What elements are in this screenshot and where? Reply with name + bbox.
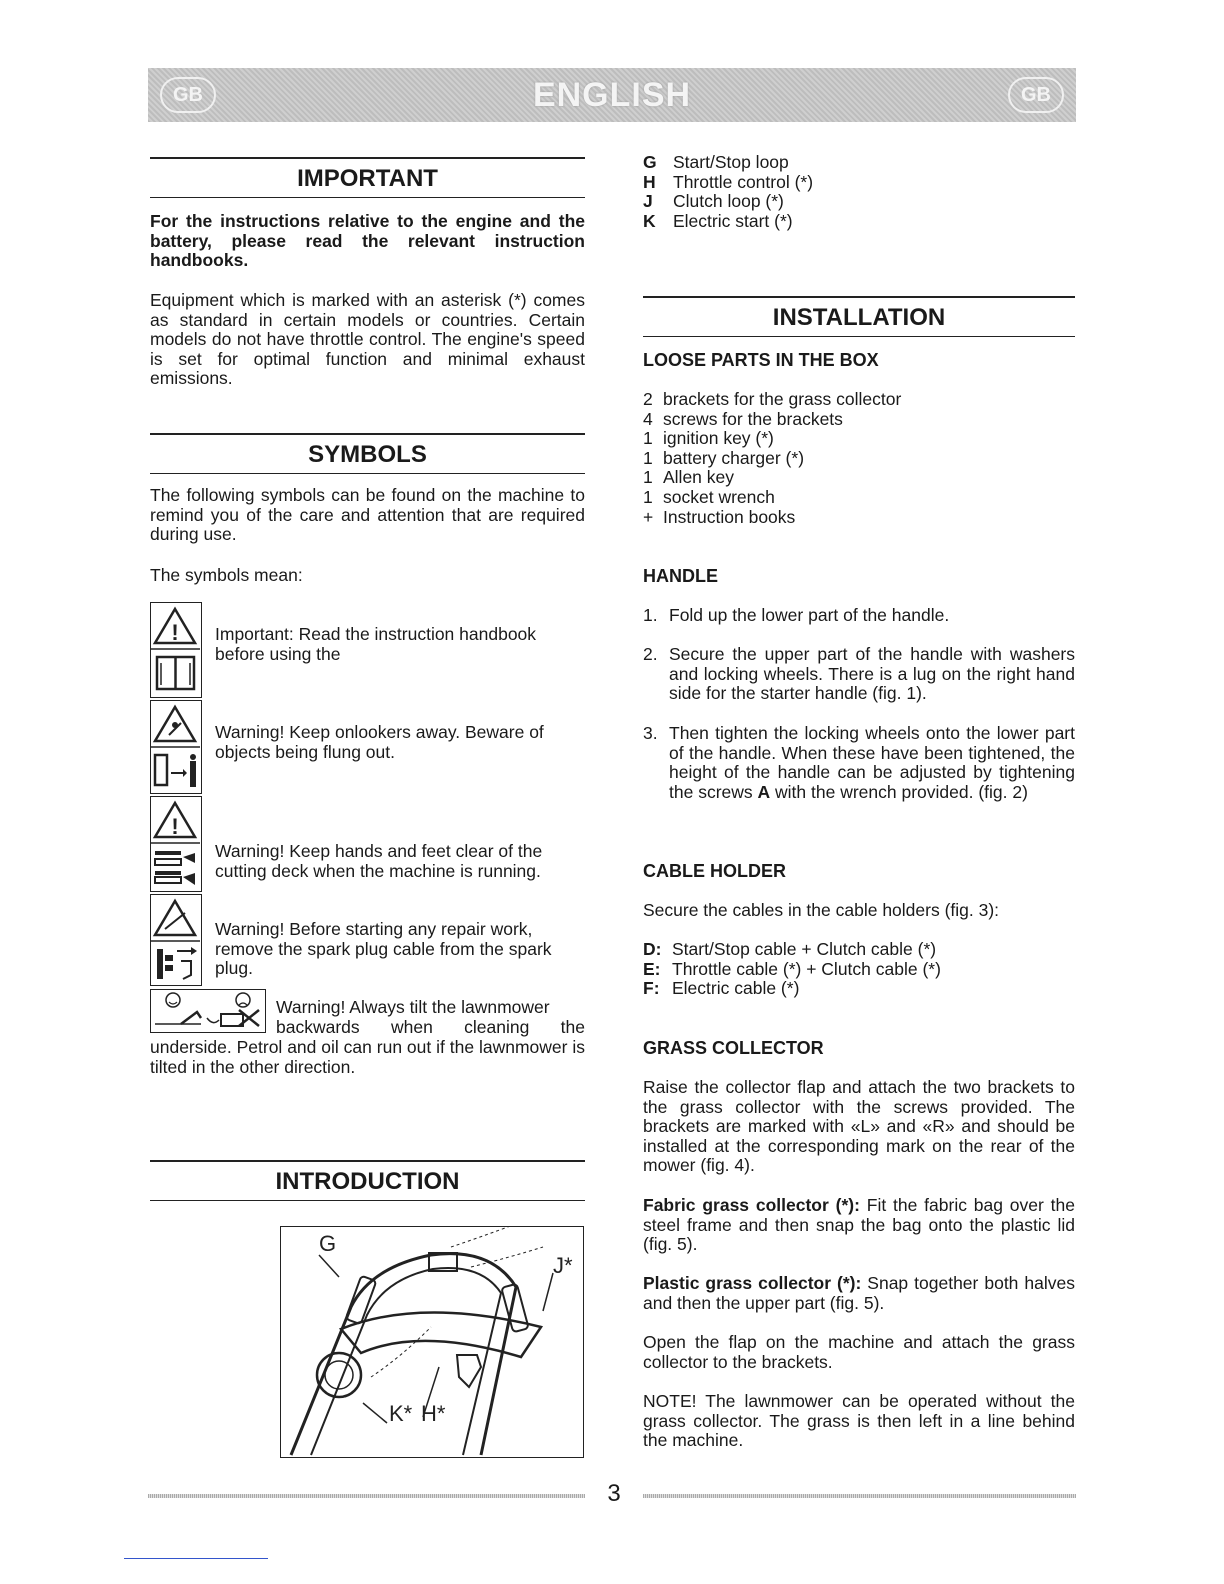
grass-collector-p4: Open the flap on the machine and attach the grass collector to the brackets.	[643, 1332, 1075, 1372]
footer-rule-right	[643, 1494, 1076, 1498]
symbols-intro: The following symbols can be found on the machine to remind you of the care and attention that are required during use.	[150, 485, 585, 545]
symbol-1-text: Important: Read the instruction handbook before using the	[215, 624, 537, 664]
list-item: 2 brackets for the grass collector	[643, 389, 902, 409]
list-item: H Throttle control (*)	[643, 171, 814, 192]
warning-book-icon	[150, 602, 202, 698]
list-item: 4 screws for the brackets	[643, 408, 843, 429]
plastic-collector-paragraph: Plastic grass collector (*): Snap together both halves and then the upper part (fig. 5).	[643, 1273, 1075, 1313]
footnote-link-line	[124, 1558, 268, 1559]
figure-label-k: K*	[389, 1401, 413, 1426]
handle-step-1: 1. Fold up the lower part of the handle.	[643, 605, 950, 625]
page-language-title: ENGLISH	[532, 76, 692, 114]
cable-holder-intro: Secure the cables in the cable holders (fig. 3):	[643, 900, 1000, 920]
fabric-collector-paragraph: Fabric grass collector (*): Fit the fabric bag over the steel frame and then snap the bag onto the plastic lid (fig. 5).	[643, 1195, 1075, 1255]
tilt-lawnmower-icon	[150, 989, 266, 1033]
symbol-3-text: Warning! Keep hands and feet clear of the cutting deck when the machine is running.	[215, 841, 543, 881]
warning-onlookers-icon	[150, 700, 202, 794]
gb-badge-right: GB	[1008, 77, 1064, 113]
important-heading: IMPORTANT	[150, 157, 585, 198]
list-item: 1 ignition key (*)	[643, 428, 774, 449]
figure-label-g: G	[319, 1231, 337, 1256]
list-item: G Start/Stop loop	[643, 152, 789, 172]
loose-parts-list	[643, 390, 1075, 527]
cable-holder-title: CABLE HOLDER	[643, 861, 786, 881]
footer-rule-left	[148, 1494, 585, 1498]
list-item: J Clutch loop (*)	[643, 191, 784, 212]
symbol-4-text: Warning! Before starting any repair work, remove the spark plug cable from the spark plug.	[215, 919, 552, 979]
controls-list	[643, 153, 1075, 231]
list-item: + Instruction books	[643, 506, 796, 527]
loose-parts-title: LOOSE PARTS IN THE BOX	[643, 350, 879, 370]
gb-badge-left: GB	[160, 77, 216, 113]
tilt-rest: underside. Petrol and oil can run out if the lawnmower is tilted in the other direction.	[150, 1037, 585, 1077]
warning-spark-plug-icon	[150, 894, 202, 986]
important-paragraph: Equipment which is marked with an asterisk (*) comes as standard in certain models or countries. Certain models do not have throttle control. The engine's speed is set for optimal function and minimal exhaust emissions.	[150, 290, 585, 389]
list-item: F: Electric cable (*)	[643, 978, 800, 999]
header-banner	[148, 68, 1076, 122]
grass-collector-note: NOTE! The lawnmower can be operated without the grass collector. The grass is then left in a line behind the machine.	[643, 1391, 1075, 1451]
grass-collector-title: GRASS COLLECTOR	[643, 1038, 824, 1058]
symbol-2-text: Warning! Keep onlookers away. Beware of objects being flung out.	[215, 722, 544, 762]
warning-hands-feet-icon	[150, 796, 202, 892]
list-item: 1 battery charger (*)	[643, 447, 805, 468]
symbols-lead: The symbols mean:	[150, 565, 303, 585]
figure-label-j: J*	[553, 1253, 573, 1278]
grass-collector-p1: Raise the collector flap and attach the two brackets to the grass collector with the screws provided. The brackets are marked with «L» and «R» and should be installed at the corresponding mark on the rear of the mower (fig. 4).	[643, 1077, 1075, 1176]
installation-heading: INSTALLATION	[643, 296, 1075, 337]
figure-label-h: H*	[421, 1401, 446, 1426]
list-item: D: Start/Stop cable + Clutch cable (*)	[643, 939, 937, 959]
symbols-heading: SYMBOLS	[150, 433, 585, 474]
important-bold-note: For the instructions relative to the engine and the battery, please read the relevant instruction handbooks.	[150, 211, 585, 271]
cable-list	[643, 940, 1075, 999]
list-item: E: Throttle cable (*) + Clutch cable (*)	[643, 958, 941, 979]
svg-text:!: !	[171, 814, 179, 839]
list-item: 1 Allen key	[643, 467, 735, 488]
tilt-line-2: backwards when cleaning the	[276, 1017, 585, 1037]
tilt-line-1: Warning! Always tilt the lawnmower	[276, 997, 550, 1017]
handle-title: HANDLE	[643, 566, 718, 586]
list-item: K Electric start (*)	[643, 210, 793, 231]
handle-step-2: 2. Secure the upper part of the handle with washers and locking wheels. There is a lug on the right hand side for the starter handle (fig. 1).	[643, 644, 1075, 704]
svg-text:!: !	[171, 620, 179, 645]
handle-step-3: 3. Then tighten the locking wheels onto the lower part of the handle. When these have been tightened, the height of the handle can be adjusted by tightening the screws A with the wrench provided. (fig. 2)	[643, 723, 1075, 802]
introduction-figure	[280, 1226, 584, 1458]
list-item: 1 socket wrench	[643, 486, 775, 507]
introduction-heading: INTRODUCTION	[150, 1160, 585, 1201]
page-number: 3	[607, 1480, 621, 1507]
